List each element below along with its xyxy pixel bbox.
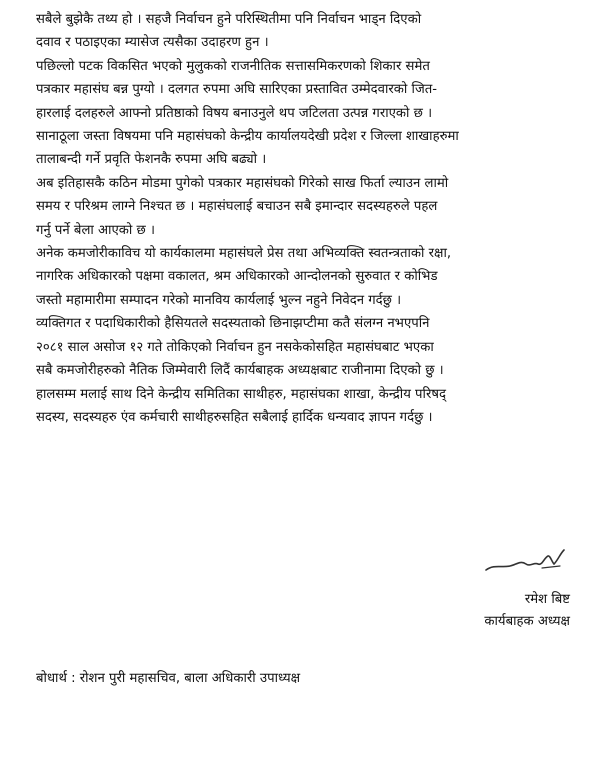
text-line: समय र परिश्रम लाग्ने निश्चत छ । महासंघलाई बचाउन सबै इमान्दार सदस्यहरुले पहल [36, 199, 438, 215]
paragraph [36, 125, 580, 172]
text-line: व्यक्तिगत र पदाधिकारीको हैसियतले सदस्यताको छिनाझप्टीमा कतै संलग्न नभएपनि [36, 316, 430, 332]
text-line: सबै कमजोरीहरुको नैतिक जिम्मेवारी लिदैं कार्यबाहक अध्यक्षबाट राजीनामा दिएको छु । [36, 363, 444, 379]
paragraph [36, 55, 580, 125]
text-line: हारलाई दलहरुले आफ्नो प्रतिष्ठाको विषय बनाउनुले थप जटिलता उत्पन्न गराएको छ । [36, 105, 433, 121]
text-line: २०८१ साल असोज १२ गते तोकिएको निर्वाचन हुन नसकेकोसहित महासंघबाट भएका [36, 339, 434, 355]
cc-line: बोधार्थ : रोशन पुरी महासचिव, बाला अधिकारी उपाध्यक्ष [36, 671, 301, 686]
text-line: अनेक कमजोरीकाविच यो कार्यकालमा महासंघले प्रेस तथा अभिव्यक्ति स्वतन्त्रताको रक्षा, [36, 246, 452, 262]
text-line: दवाव र पठाइएका म्यासेज त्यसैका उदाहरण हुन । [36, 35, 269, 51]
text-line: सबैले बुझेकै तथ्य हो । सहजै निर्वाचन हुने परिस्थितीमा पनि निर्वाचन भाड्न दिएको [36, 12, 422, 27]
signature-icon [480, 544, 570, 580]
text-line: पत्रकार महासंघ बन्न पुग्यो । दलगत रुपमा अघि सारिएका प्रस्तावित उम्मेदवारको जित- [36, 82, 438, 98]
text-line: जस्तो महामारीमा सम्पादन गरेको मानविय कार्यलाई भुल्न नहुने निवेदन गर्दछु । [36, 292, 402, 308]
letter-body [36, 8, 580, 429]
signatory-title: कार्यबाहक अध्यक्ष [484, 614, 570, 629]
text-line: गर्नु पर्ने बेला आएको छ । [36, 222, 155, 238]
text-line: सदस्य, सदस्यहरु एंव कर्मचारी साथीहरुसहित सबैलाई हार्दिक धन्यवाद ज्ञापन गर्दछु । [36, 409, 433, 425]
paragraph [36, 242, 580, 312]
text-line: हालसम्म मलाई साथ दिने केन्द्रीय समितिका साथीहरु, महासंघका शाखा, केन्द्रीय परिषद् [36, 386, 446, 402]
paragraph [36, 8, 580, 55]
signatory-name: रमेश बिष्ट [524, 592, 570, 607]
text-line: नागरिक अधिकारको पक्षमा वकालत, श्रम अधिकारको आन्दोलनको सुरुवात र कोभिड [36, 269, 438, 285]
handwritten-signature [420, 544, 570, 580]
paragraph [36, 383, 580, 430]
text-line: सानाठूला जस्ता विषयमा पनि महासंघको केन्द्रीय कार्यालयदेखी प्रदेश र जिल्ला शाखाहरुमा [36, 129, 459, 145]
text-line: तालाबन्दी गर्ने प्रवृति फेशनकै रुपमा अघि बढ्यो । [36, 152, 267, 168]
paragraph [36, 172, 580, 242]
paragraph [36, 312, 580, 382]
text-line: पछिल्लो पटक विकसित भएको मुलुकको राजनीतिक सत्तासमिकरणको शिकार समेत [36, 58, 430, 74]
text-line: अब इतिहासकै कठिन मोडमा पुगेको पत्रकार महासंघको गिरेको साख फिर्ता ल्याउन लामो [36, 175, 449, 191]
signature-block [420, 544, 570, 634]
